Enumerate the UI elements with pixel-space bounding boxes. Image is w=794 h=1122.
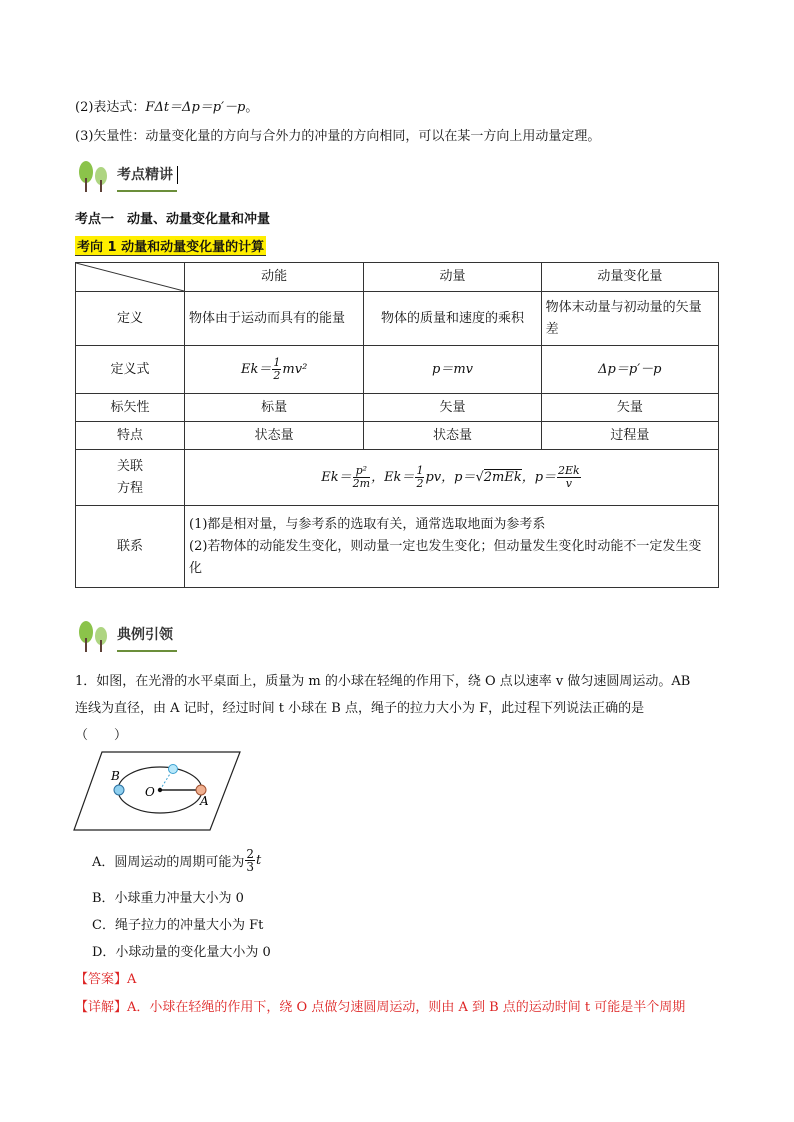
table-cell: 物体由于运动而具有的能量 bbox=[185, 292, 364, 346]
section-title: 典例引领 bbox=[117, 624, 177, 652]
table-cell: 过程量 bbox=[541, 422, 718, 450]
fraction-denominator: 2m bbox=[352, 477, 371, 490]
row-label: 标矢性 bbox=[76, 394, 185, 422]
tree-icon bbox=[75, 618, 111, 652]
table-header: 动量变化量 bbox=[541, 263, 718, 292]
option-d[interactable]: D．小球动量的变化量大小为 0 bbox=[92, 945, 271, 960]
table-corner-cell bbox=[76, 263, 185, 292]
expression-suffix: 。 bbox=[245, 100, 259, 115]
formula-part: mv² bbox=[282, 362, 308, 377]
kaodian-heading: 考点一 动量、动量变化量和冲量 bbox=[75, 212, 271, 227]
row-label-line: 方程 bbox=[116, 480, 143, 496]
question-stem-line2: 连线为直径，由 A 记时，经过时间 t 小球在 B 点，绳子的拉力大小为 F，此过程下列说法正确的是 bbox=[75, 701, 645, 716]
diagonal-line bbox=[76, 263, 184, 291]
table-cell: 矢量 bbox=[541, 394, 718, 422]
label-A: A bbox=[200, 794, 209, 808]
text-cursor bbox=[177, 166, 178, 184]
fraction-numerator: p² bbox=[353, 465, 370, 478]
fraction bbox=[415, 465, 424, 490]
row-label: 特点 bbox=[76, 422, 185, 450]
fraction-numerator: 2Ek bbox=[558, 464, 580, 477]
formula-part: ，Ek＝ bbox=[371, 470, 415, 485]
detail-label: 【详解】 bbox=[75, 1000, 128, 1015]
tree-icon bbox=[75, 158, 111, 192]
kaoxiang-highlight: 考向 1 动量和动量变化量的计算 bbox=[75, 236, 266, 256]
option-a-variable: t bbox=[256, 852, 262, 868]
detail-text: A．小球在轻绳的作用下，绕 O 点做匀速圆周运动，则由 A 到 B 点的运动时间 t 可能是半个周期 bbox=[127, 1000, 686, 1015]
answer-line bbox=[75, 968, 136, 987]
section-title: 考点精讲 bbox=[117, 164, 177, 192]
row-label: 定义式 bbox=[76, 346, 185, 394]
table-header: 动量 bbox=[364, 263, 541, 292]
fraction bbox=[245, 848, 255, 873]
connection-cell bbox=[185, 506, 719, 588]
formula-part: ，p＝ bbox=[441, 470, 476, 485]
formula-part: Ek＝ bbox=[241, 362, 272, 377]
table-header: 动能 bbox=[185, 263, 364, 292]
row-label: 联系 bbox=[76, 506, 185, 588]
table-cell: 状态量 bbox=[364, 422, 541, 450]
table-cell: 物体的质量和速度的乘积 bbox=[364, 292, 541, 346]
label-O: O bbox=[145, 785, 155, 799]
table-cell: 状态量 bbox=[185, 422, 364, 450]
table-cell: 矢量 bbox=[364, 394, 541, 422]
row-label-line: 关联 bbox=[116, 458, 143, 474]
table-cell: Δp＝p′－p bbox=[541, 346, 718, 394]
connection-line: (2)若物体的动能发生变化，则动量一定也发生变化；但动量发生变化时动能不一定发生变化 bbox=[189, 538, 702, 576]
formula-part: Ek＝ bbox=[321, 470, 352, 485]
table-cell: 标量 bbox=[185, 394, 364, 422]
fraction-denominator: v bbox=[565, 477, 572, 490]
section-heading-kaodian bbox=[75, 156, 178, 192]
fraction bbox=[557, 465, 581, 490]
answer-value: A bbox=[127, 972, 137, 987]
table-cell: p＝mv bbox=[364, 346, 541, 394]
question-stem-line1: 1．如图，在光滑的水平桌面上，质量为 m 的小球在轻绳的作用下，绕 O 点以速率 v 做匀速圆周运动。AB bbox=[75, 674, 691, 689]
option-a-text: A．圆周运动的周期可能为 bbox=[92, 854, 245, 870]
label-B: B bbox=[111, 769, 120, 783]
question-paren: （ ） bbox=[75, 728, 128, 743]
relation-formulas: Ek＝ $\frac{\text{p²}}{2m}$ ，Ek＝ $\frac{1}{2}$ pv，p＝√2mEk，p＝ $\frac{2Ek}{v}$ bbox=[185, 450, 719, 506]
option-b[interactable]: B．小球重力冲量大小为 0 bbox=[92, 891, 244, 906]
expression-formula: FΔt＝Δp＝p′－p bbox=[145, 100, 246, 115]
section-heading-dianli bbox=[75, 616, 177, 652]
fraction-denominator: 2 bbox=[416, 477, 424, 490]
connection-line: (1)都是相对量，与参考系的选取有关，通常选取地面为参考系 bbox=[189, 516, 546, 532]
formula-part: ，p＝ bbox=[521, 470, 557, 485]
fraction-numerator: 1 bbox=[416, 464, 424, 477]
expression-line bbox=[75, 96, 258, 115]
detail-line bbox=[75, 996, 685, 1015]
comparison-table bbox=[75, 262, 719, 588]
row-label: 定义 bbox=[76, 292, 185, 346]
table-cell: 物体末动量与初动量的矢量差 bbox=[541, 292, 718, 346]
formula-part: pv bbox=[425, 470, 442, 485]
circular-motion-figure bbox=[72, 750, 242, 832]
sqrt-content: 2mEk bbox=[483, 470, 522, 485]
vector-property-line: (3)矢量性：动量变化量的方向与合外力的冲量的方向相同，可以在某一方向上用动量定理。 bbox=[75, 129, 601, 144]
option-a[interactable] bbox=[92, 844, 261, 876]
row-label bbox=[76, 450, 185, 506]
answer-label: 【答案】 bbox=[75, 972, 128, 987]
fraction-numerator: 2 bbox=[246, 846, 255, 861]
fraction bbox=[272, 357, 281, 382]
fraction-numerator: 1 bbox=[273, 356, 281, 369]
fraction-denominator: 2 bbox=[273, 369, 281, 382]
fraction bbox=[353, 465, 370, 490]
option-c[interactable]: C．绳子拉力的冲量大小为 Ft bbox=[92, 918, 264, 933]
expression-prefix: (2)表达式： bbox=[75, 100, 146, 115]
table-cell-formula bbox=[185, 346, 364, 394]
fraction-denominator: 3 bbox=[246, 859, 255, 874]
